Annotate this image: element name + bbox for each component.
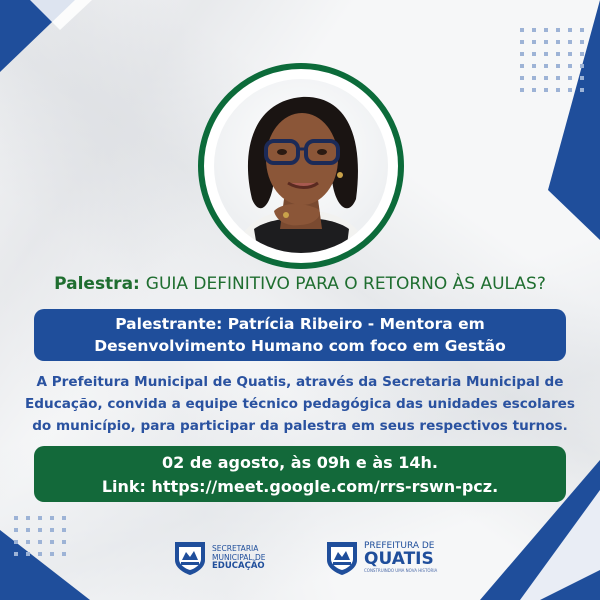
speaker-portrait xyxy=(214,79,388,253)
event-title xyxy=(0,274,600,294)
secretaria-logo-line-1: SECRETARIA xyxy=(212,543,259,553)
municipal-crest-icon xyxy=(324,538,360,576)
event-title-text: GUIA DEFINITIVO PARA O RETORNO ÀS AULAS? xyxy=(145,274,546,294)
dot-pattern-top-right xyxy=(518,26,588,96)
description-line-3: do município, para participar da palestra em seus respectivos turnos. xyxy=(32,418,568,434)
event-info-banner xyxy=(34,446,566,502)
event-description xyxy=(20,371,580,437)
prefeitura-logo-line-1: PREFEITURA DE xyxy=(364,540,435,551)
description-line-1: A Prefeitura Municipal de Quatis, através da Secretaria Municipal de xyxy=(36,374,564,390)
speaker-line-2: Desenvolvimento Humano com foco em Gestão xyxy=(94,337,506,355)
prefeitura-logo-line-2: QUATIS xyxy=(364,548,434,569)
secretaria-logo-line-2: MUNICIPAL DE xyxy=(212,552,266,562)
description-line-2: Educação, convida a equipe técnico pedagógica das unidades escolares xyxy=(25,396,575,412)
event-link[interactable]: Link: https://meet.google.com/rrs-rswn-pcz. xyxy=(101,477,499,496)
municipal-crest-icon xyxy=(172,538,208,576)
dot-pattern-bottom-left xyxy=(12,514,72,574)
prefeitura-logo-line-3: CONSTRUINDO UMA NOVA HISTÓRIA xyxy=(364,567,438,573)
prefeitura-quatis-logo xyxy=(324,537,437,577)
speaker-line-1: Palestrante: Patrícia Ribeiro - Mentora em xyxy=(115,315,485,333)
event-title-prefix: Palestra: xyxy=(54,274,140,294)
event-date-time: 02 de agosto, às 09h e às 14h. xyxy=(162,453,438,472)
secretaria-educacao-logo xyxy=(172,537,265,577)
speaker-portrait-illustration xyxy=(214,79,388,253)
corner-top-left-shape xyxy=(0,0,100,80)
secretaria-logo-line-3: EDUCAÇÃO xyxy=(212,560,265,571)
speaker-banner xyxy=(34,309,566,361)
